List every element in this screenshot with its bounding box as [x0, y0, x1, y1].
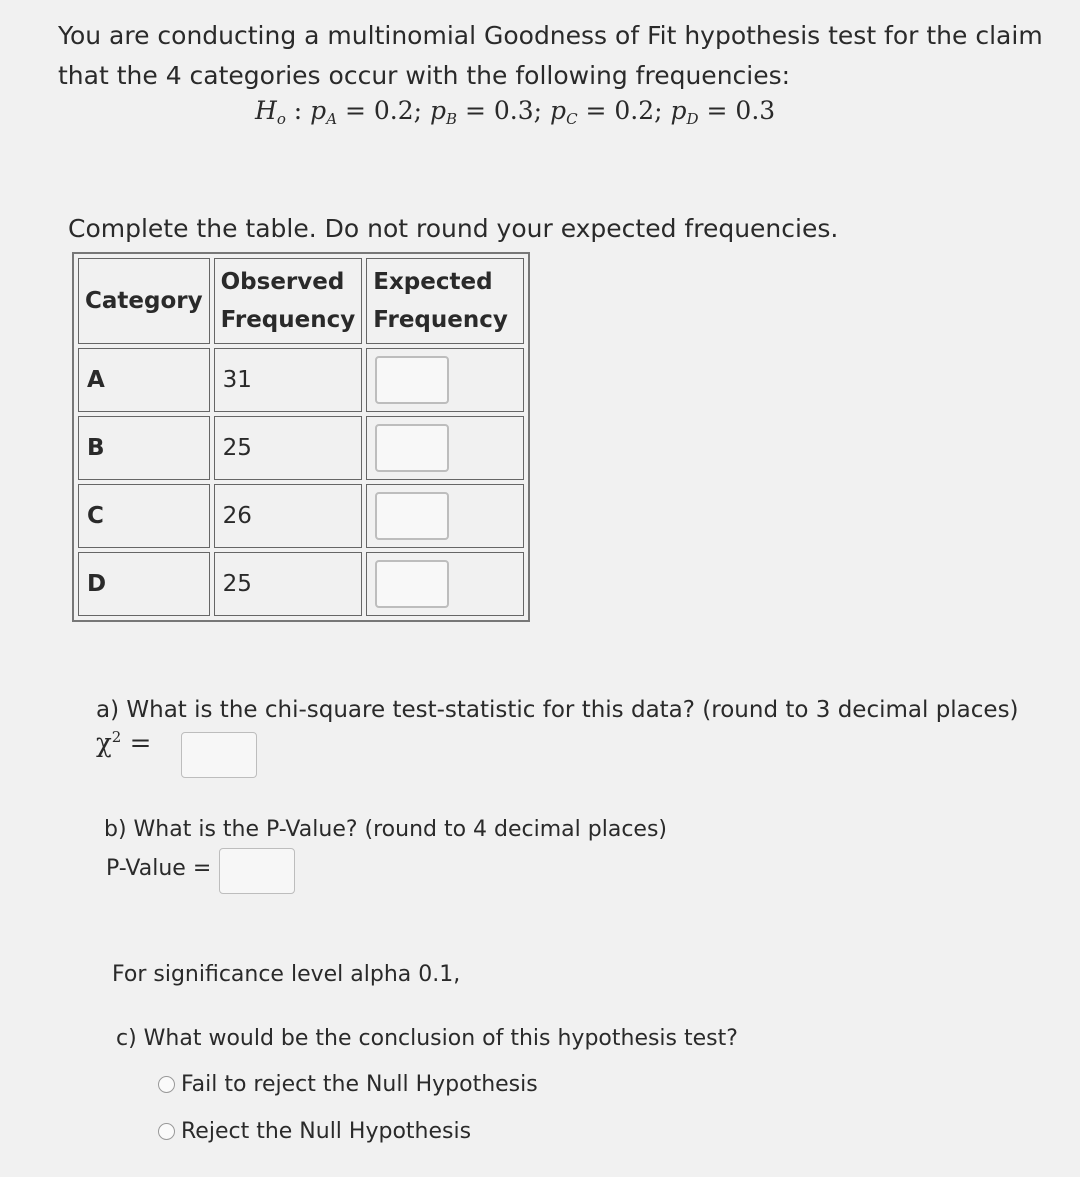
- hypothesis-h-sub: o: [276, 110, 286, 128]
- table-row: [78, 348, 524, 412]
- category-cell: C: [78, 484, 210, 548]
- category-cell: B: [78, 416, 210, 480]
- p-c-value: 0.2: [614, 96, 655, 125]
- p-a-sub: A: [326, 110, 338, 128]
- expected-cell: [366, 484, 524, 548]
- p-a-value: 0.2: [373, 96, 414, 125]
- radio-button[interactable]: [158, 1076, 175, 1093]
- chi-square-input[interactable]: [181, 732, 257, 778]
- p-value-input[interactable]: [219, 848, 295, 894]
- table-row: [78, 552, 524, 616]
- p-b-value: 0.3: [493, 96, 534, 125]
- category-cell: D: [78, 552, 210, 616]
- table-header-row: [78, 258, 524, 344]
- header-expected: Expected Frequency: [366, 258, 524, 344]
- intro-line-1: You are conducting a multinomial Goodness of Fit hypothesis test for the claim: [58, 21, 1043, 50]
- observed-cell: 31: [214, 348, 363, 412]
- chi-square-label: [96, 728, 151, 759]
- expected-cell: [366, 416, 524, 480]
- p-b-sub: B: [446, 110, 458, 128]
- p-d-value: 0.3: [735, 96, 776, 125]
- chi-symbol: χ: [96, 728, 112, 759]
- expected-cell: [366, 348, 524, 412]
- observed-cell: 25: [214, 552, 363, 616]
- table-row: [78, 484, 524, 548]
- question-a: a) What is the chi-square test-statistic for this data? (round to 3 decimal places): [96, 697, 1019, 723]
- significance-text: For significance level alpha 0.1,: [112, 962, 461, 987]
- null-hypothesis: $H_o$ : $p_A = 0.2$; $p_B = 0.3$; $p_C = 0.2$; $p_D = 0.3$: [255, 96, 776, 128]
- expected-input-b[interactable]: [375, 424, 449, 472]
- header-category: Category: [78, 258, 210, 344]
- p-d-sub: D: [686, 110, 699, 128]
- problem-intro: [58, 16, 1058, 96]
- p-value-label: P-Value =: [106, 856, 212, 881]
- expected-input-d[interactable]: [375, 560, 449, 608]
- frequency-table: [72, 252, 530, 622]
- header-observed: Observed Frequency: [214, 258, 363, 344]
- option-fail-to-reject[interactable]: [158, 1072, 538, 1097]
- option-label: Reject the Null Hypothesis: [181, 1119, 472, 1144]
- expected-input-c[interactable]: [375, 492, 449, 540]
- hypothesis-h: H: [255, 96, 277, 125]
- radio-button[interactable]: [158, 1123, 175, 1140]
- expected-cell: [366, 552, 524, 616]
- table-instruction: Complete the table. Do not round your expected frequencies.: [68, 214, 839, 243]
- table-row: [78, 416, 524, 480]
- p-c-sub: C: [566, 110, 578, 128]
- intro-line-2: that the 4 categories occur with the following frequencies:: [58, 61, 791, 90]
- chi-superscript: 2: [111, 728, 122, 746]
- observed-cell: 25: [214, 416, 363, 480]
- option-label: Fail to reject the Null Hypothesis: [181, 1072, 538, 1097]
- option-reject[interactable]: [158, 1119, 471, 1144]
- question-b: b) What is the P-Value? (round to 4 decimal places): [104, 817, 667, 842]
- question-c: c) What would be the conclusion of this hypothesis test?: [116, 1026, 738, 1051]
- expected-input-a[interactable]: [375, 356, 449, 404]
- observed-cell: 26: [214, 484, 363, 548]
- chi-equals: =: [129, 728, 152, 759]
- category-cell: A: [78, 348, 210, 412]
